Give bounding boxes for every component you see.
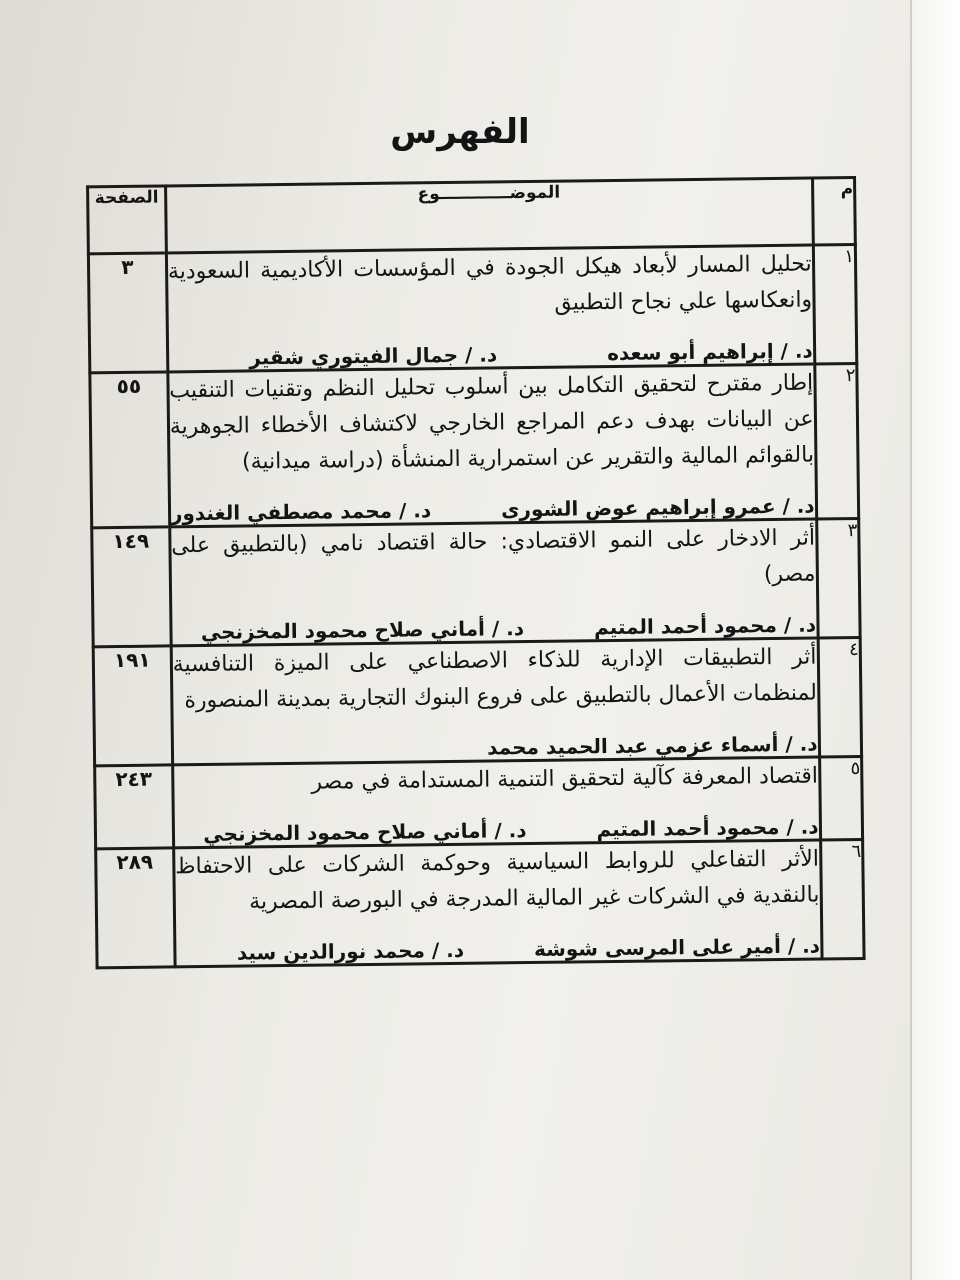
page-edge [910,0,960,1280]
author-name: د. / أمير على المرسى شوشة [533,933,821,961]
page-title: الفهرس [390,112,530,152]
entry-title: أثر التطبيقات الإدارية للذكاء الاصطناعي على الميزة التنافسية لمنظمات الأعمال بالتطبيق على فروع البنوك التجارية بمدينة المنصورة [172,644,818,714]
table-row [90,364,859,528]
entry-topic [171,638,819,765]
entry-title: اقتصاد المعرفة كآلية لتحقيق التنمية المستدامة في مصر [311,763,819,795]
author-name: د. / جمال الفيتوري شقير [249,342,498,370]
author-name: د. / أماني صلاح محمود المخزنجي [203,818,527,847]
entry-title: تحليل المسار لأبعاد هيكل الجودة في المؤسسات الأكاديمية السعودية وانعكاسها علي نجاح التطبيق [167,251,813,316]
header-topic: الموضــــــــــــوع [165,178,813,253]
table-of-contents [86,176,866,969]
entry-page-number: ٢٤٣ [95,765,174,849]
entry-page-number: ٢٨٩ [96,848,175,968]
table-row [92,518,860,646]
entry-page-number: ١٤٩ [92,527,171,647]
entry-title: الأثر التفاعلي للروابط السياسية وحوكمة الشركات على الاحتفاظ بالنقدية في الشركات غير المالية المدرجة في البورصة المصرية [175,846,820,915]
author-name: د. / أسماء عزمي عبد الحميد محمد [487,731,818,760]
table-row [96,839,864,967]
author-name: د. / محمد نورالدين سيد [236,937,465,965]
header-number: م [812,178,855,246]
entry-topic [172,757,820,848]
entry-topic [166,245,814,372]
entry-topic [173,840,821,967]
author-name: د. / محمود أحمد المتيم [596,814,819,842]
author-name: د. / إبراهيم أبو سعده [606,338,813,366]
entry-number: ٦ [820,839,864,959]
entry-number: ٤ [818,637,862,757]
author-name: د. / محمد مصطفي الغندور [170,498,432,526]
entry-title: إطار مقترح لتحقيق التكامل بين أسلوب تحليل النظم وتقنيات التنقيب عن البيانات بهدف دعم المراجع الخارجي لاكتشاف الأخطاء الجوهرية بالقوائم المالية والتقرير عن استمرارية المنشأة (دراسة ميدانية) [169,370,815,475]
entry-authors [176,933,820,965]
entry-page-number: ١٩١ [93,646,172,766]
author-name: د. / أماني صلاح محمود المخزنجي [200,616,525,645]
entry-page-number: ٥٥ [90,372,170,528]
entry-page-number: ٣ [88,253,167,373]
entry-number: ٣ [816,518,860,638]
header-page: الصفحة [88,186,167,254]
author-name: د. / محمود أحمد المتيم [593,612,817,640]
author-name: د. / عمرو إبراهيم عوض الشورى [500,493,815,522]
table-row [95,756,863,848]
entry-title: أثر الادخار على النمو الاقتصادي: حالة اقتصاد نامي (بالتطبيق على مصر) [171,525,816,588]
entry-topic [170,519,818,646]
entry-number: ٢ [814,364,858,520]
entry-topic [168,364,817,527]
table-row [88,245,856,373]
entry-number: ٥ [819,756,862,840]
entry-number: ١ [813,245,857,365]
table-row [93,637,861,765]
header-row [88,178,856,254]
